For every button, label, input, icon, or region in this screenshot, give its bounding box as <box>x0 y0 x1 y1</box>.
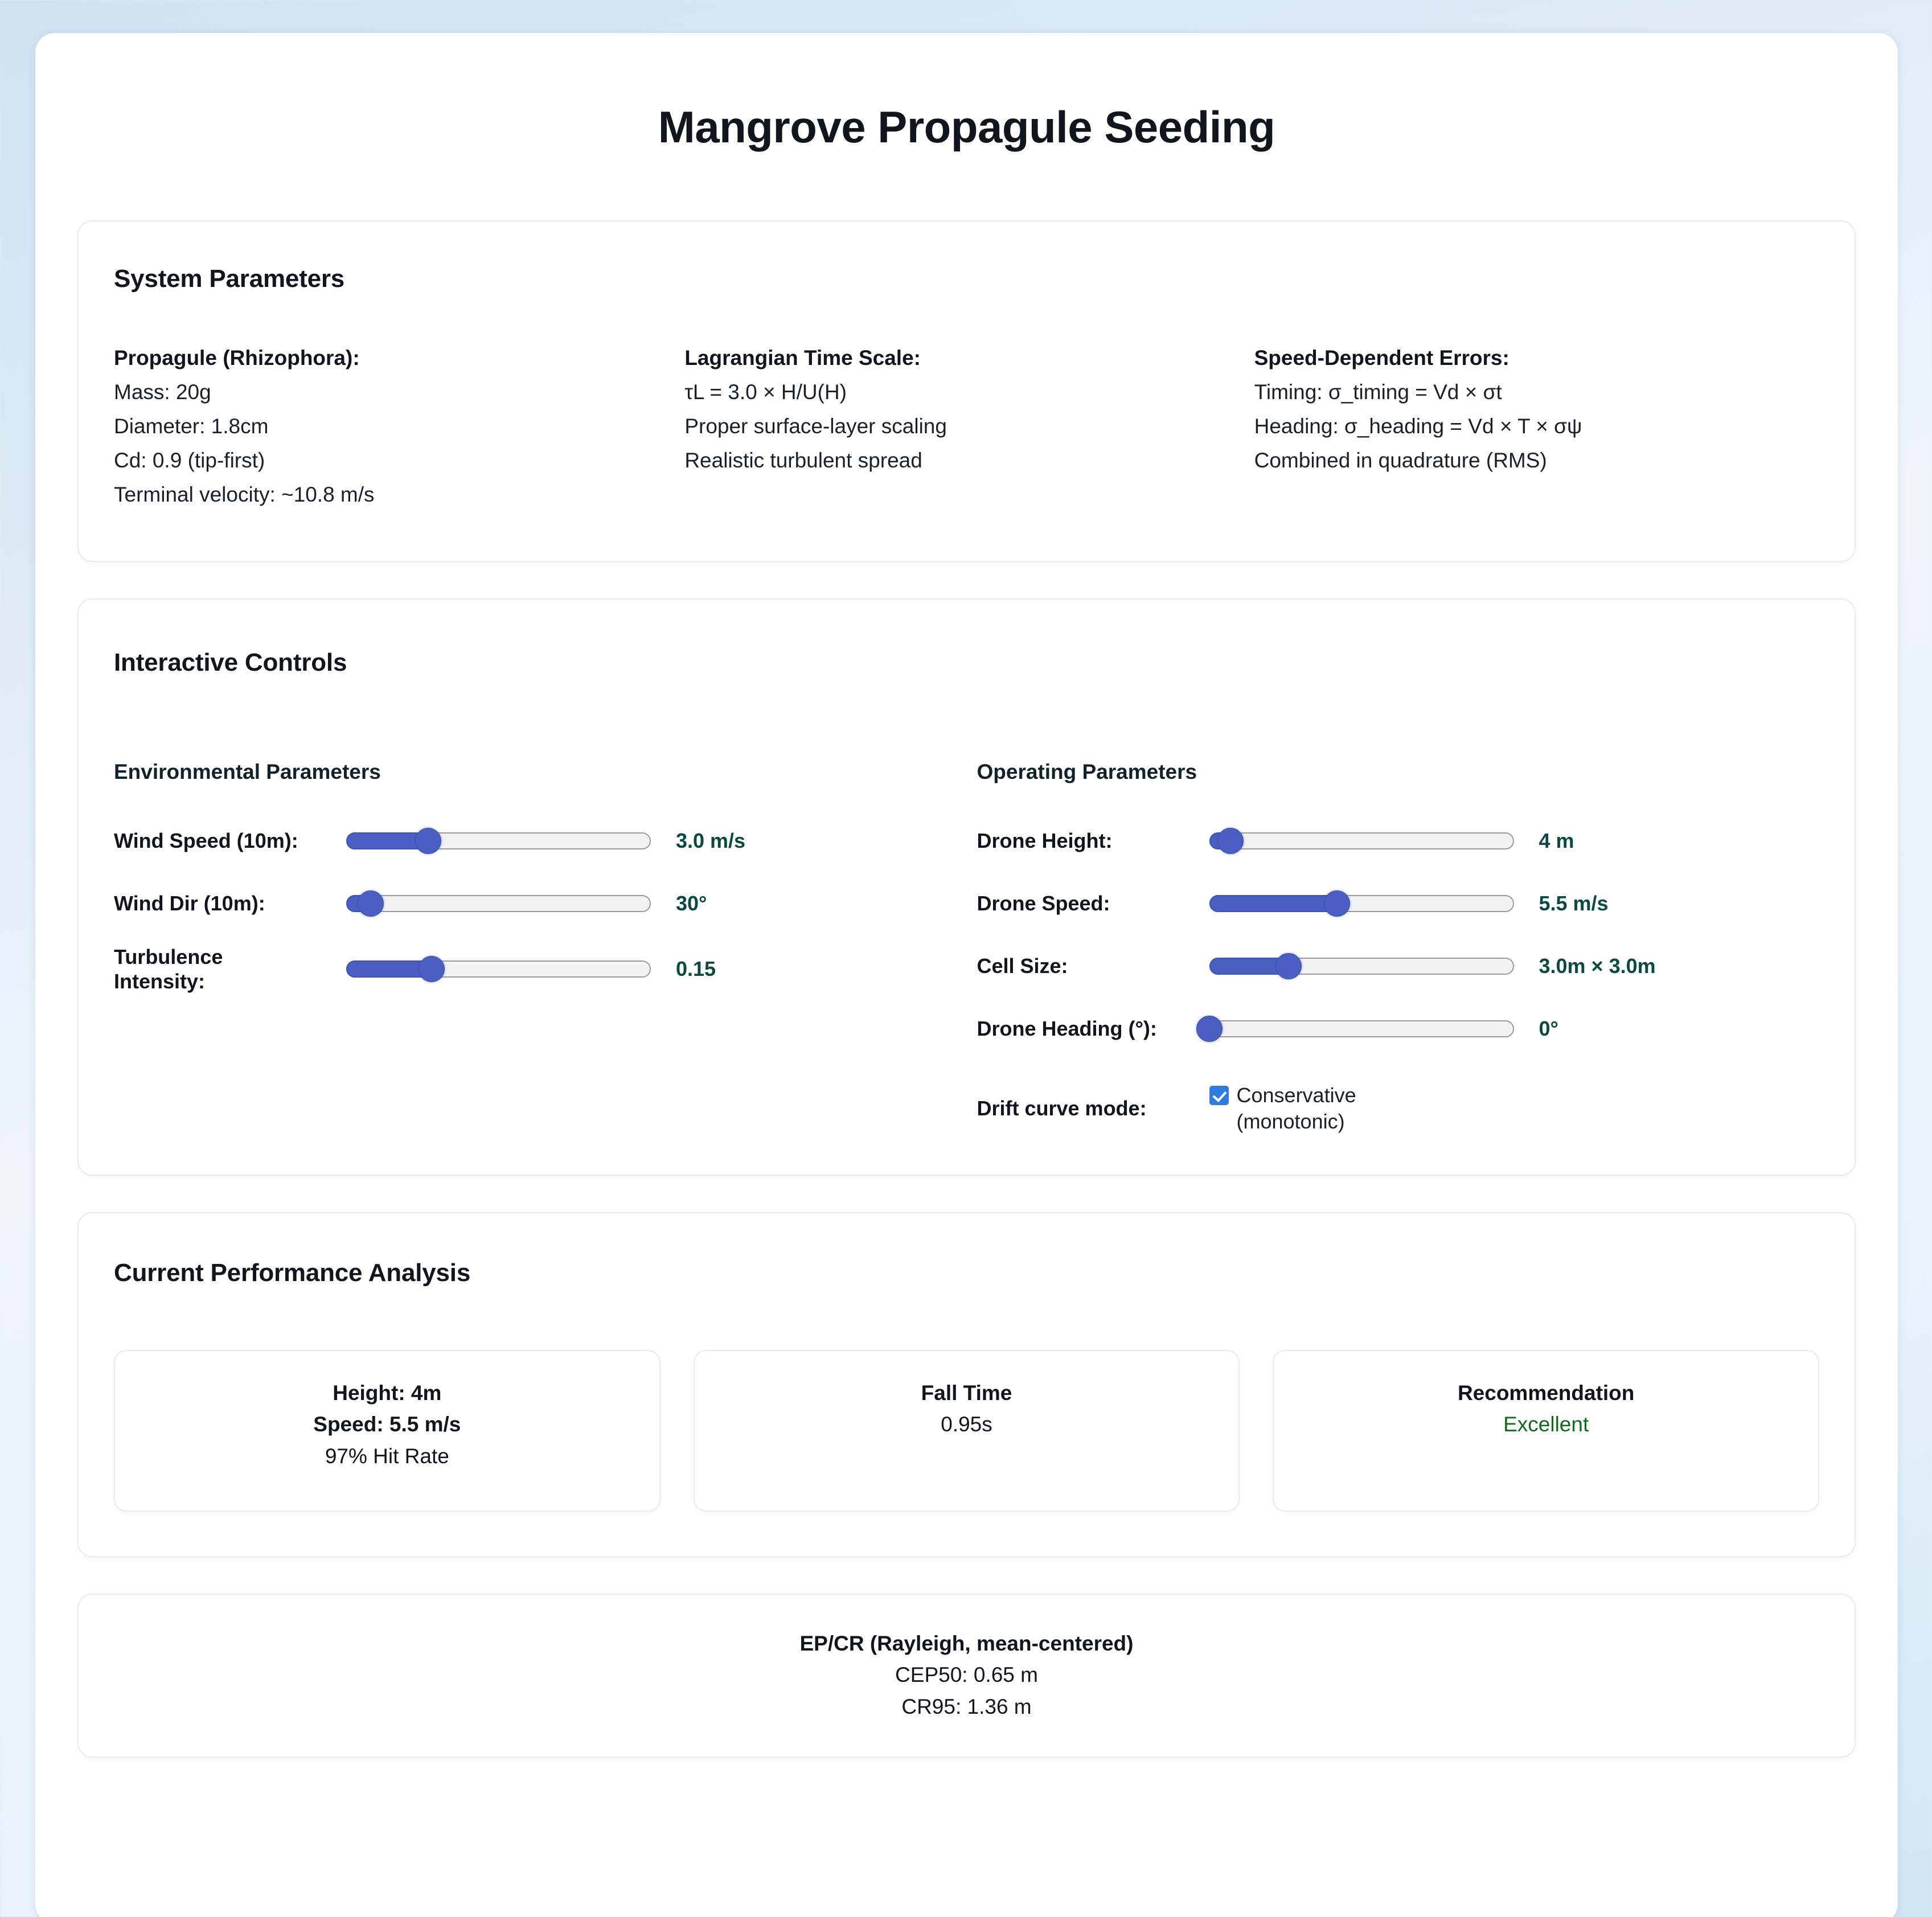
slider-label-wind-dir: Wind Dir (10m): <box>114 892 265 916</box>
slider-wind-dir[interactable] <box>346 894 651 913</box>
slider-row-wind-speed <box>114 819 967 863</box>
slider-row-drone-heading <box>977 1007 1820 1050</box>
epcr-cr95: CR95: 1.36 m <box>901 1694 1032 1718</box>
status-badge: Excellent <box>1503 1413 1589 1436</box>
metric-line: Recommendation <box>1457 1381 1635 1405</box>
system-parameters-title: System Parameters <box>114 265 345 293</box>
slider-thumb[interactable] <box>1275 953 1302 979</box>
slider-label-turbulence-intensity: Turbulence Intensity: <box>114 945 223 993</box>
slider-drone-heading[interactable] <box>1209 1019 1514 1038</box>
metric-card-recommendation <box>1273 1350 1819 1512</box>
drift-curve-mode-label: Drift curve mode: <box>977 1096 1147 1120</box>
param-line: Timing: σ_timing = Vd × σt <box>1254 380 1502 404</box>
environmental-parameters-group <box>114 760 967 1135</box>
slider-thumb[interactable] <box>358 890 384 917</box>
performance-analysis-title: Current Performance Analysis <box>114 1258 471 1287</box>
slider-row-drone-height <box>977 819 1820 863</box>
operating-parameters-group <box>967 760 1820 1135</box>
page-title: Mangrove Propagule Seeding <box>658 102 1275 152</box>
slider-drone-height[interactable] <box>1209 831 1514 851</box>
epcr-title: EP/CR (Rayleigh, mean-centered) <box>799 1631 1134 1655</box>
slider-label-drone-height: Drone Height: <box>977 829 1113 853</box>
slider-value-wind-speed: 3.0 m/s <box>676 828 746 852</box>
epcr-cep50: CEP50: 0.65 m <box>895 1663 1038 1687</box>
slider-label-wind-speed: Wind Speed (10m): <box>114 829 298 853</box>
controls-columns <box>114 760 1819 1135</box>
param-line: Realistic turbulent spread <box>684 448 922 472</box>
slider-cell-size[interactable] <box>1209 957 1514 976</box>
param-line: Terminal velocity: ~10.8 m/s <box>114 482 375 506</box>
param-column-errors <box>1251 341 1819 512</box>
drift-curve-mode-control[interactable] <box>1209 1082 1356 1135</box>
slider-track <box>346 895 651 912</box>
param-line: Proper surface-layer scaling <box>684 414 947 438</box>
slider-fill <box>1209 895 1338 912</box>
drift-curve-mode-row <box>977 1082 1820 1135</box>
slider-label-drone-heading: Drone Heading (°): <box>977 1017 1157 1041</box>
slider-value-wind-dir: 30° <box>676 891 707 915</box>
app-shell <box>35 33 1898 1917</box>
slider-value-drone-heading: 0° <box>1539 1016 1558 1040</box>
metric-card-fall-time <box>694 1350 1240 1512</box>
param-line: Diameter: 1.8cm <box>114 414 269 438</box>
param-column-heading: Propagule (Rhizophora): <box>114 346 360 370</box>
slider-value-drone-height: 4 m <box>1539 828 1574 852</box>
system-parameters-columns <box>114 341 1819 512</box>
param-column-heading: Speed-Dependent Errors: <box>1254 346 1509 370</box>
slider-thumb[interactable] <box>1324 890 1350 917</box>
slider-value-turbulence-intensity: 0.15 <box>676 957 716 980</box>
slider-drone-speed[interactable] <box>1209 894 1514 913</box>
slider-thumb[interactable] <box>419 956 445 982</box>
slider-track <box>1209 832 1514 849</box>
param-line: Combined in quadrature (RMS) <box>1254 448 1547 472</box>
param-column-propagule <box>114 341 682 512</box>
slider-value-drone-speed: 5.5 m/s <box>1539 891 1609 915</box>
interactive-controls-card <box>77 598 1856 1176</box>
epcr-card <box>77 1594 1856 1758</box>
environmental-parameters-heading: Environmental Parameters <box>114 760 381 783</box>
conservative-checkbox-label: Conservative (monotonic) <box>1236 1083 1356 1133</box>
operating-parameters-heading: Operating Parameters <box>977 760 1197 783</box>
conservative-checkbox[interactable] <box>1209 1086 1229 1105</box>
slider-value-cell-size: 3.0m × 3.0m <box>1539 954 1656 978</box>
metric-line: 97% Hit Rate <box>325 1444 449 1468</box>
slider-row-wind-dir <box>114 882 967 925</box>
param-column-heading: Lagrangian Time Scale: <box>684 346 921 370</box>
slider-thumb[interactable] <box>1217 828 1244 854</box>
system-parameters-card <box>77 220 1856 562</box>
metric-line: 0.95s <box>941 1413 992 1436</box>
param-column-lagrangian <box>682 341 1250 512</box>
metric-line: Height: 4m <box>333 1381 442 1405</box>
slider-track <box>1209 1020 1514 1037</box>
slider-label-cell-size: Cell Size: <box>977 954 1068 978</box>
metric-card-height-speed <box>114 1350 661 1512</box>
interactive-controls-title: Interactive Controls <box>114 648 347 676</box>
metric-line: Fall Time <box>921 1381 1012 1405</box>
slider-turbulence-intensity[interactable] <box>346 959 651 979</box>
metric-grid <box>114 1350 1819 1512</box>
param-line: Mass: 20g <box>114 380 211 404</box>
param-line: τL = 3.0 × H/U(H) <box>684 380 847 404</box>
slider-label-drone-speed: Drone Speed: <box>977 892 1110 916</box>
metric-line: Speed: 5.5 m/s <box>313 1413 461 1436</box>
performance-analysis-card <box>77 1212 1856 1557</box>
param-line: Cd: 0.9 (tip-first) <box>114 448 265 472</box>
slider-row-cell-size <box>977 945 1820 988</box>
slider-thumb[interactable] <box>1196 1016 1223 1042</box>
slider-thumb[interactable] <box>415 828 441 854</box>
slider-row-drone-speed <box>977 882 1820 925</box>
slider-wind-speed[interactable] <box>346 831 651 851</box>
slider-row-turbulence-intensity <box>114 945 967 994</box>
param-line: Heading: σ_heading = Vd × T × σψ <box>1254 414 1582 438</box>
